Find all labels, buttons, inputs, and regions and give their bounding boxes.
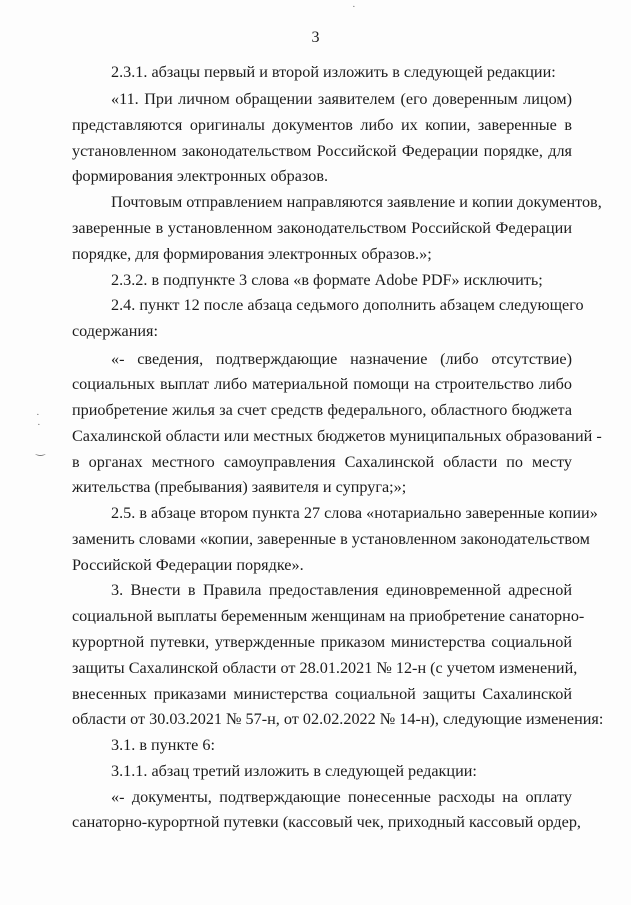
text-line: социальных выплат либо материальной помощи на строительство либо [72, 375, 572, 393]
text-line: заверенные в установленном законодательством Российской Федерации [72, 219, 572, 237]
text-line: санаторно-курортной путевки (кассовый чек, приходный кассовый ордер, [72, 813, 581, 831]
text-line: в органах местного самоуправления Сахалинской области по месту [72, 453, 572, 471]
scan-mark: ‿ [36, 444, 45, 456]
text-line: формирования электронных образов. [72, 167, 329, 185]
text-line: 3. Внести в Правила предоставления единовременной адресной [111, 581, 572, 599]
text-line: внесенных приказами министерства социальной защиты Сахалинской [72, 685, 572, 703]
text-line: 2.3.1. абзацы первый и второй изложить в следующей редакции: [111, 63, 556, 81]
text-line: приобретение жилья за счет средств федерального, областного бюджета [72, 401, 572, 419]
text-line: установленном законодательством Российской Федерации порядке, для [72, 142, 572, 160]
text-line: защиты Сахалинской области от 28.01.2021 № 12-н (с учетом изменений, [72, 659, 578, 677]
text-line: представляются оригиналы документов либо их копии, заверенные в [72, 116, 572, 134]
text-line: «- сведения, подтверждающие назначение (либо отсутствие) [111, 350, 572, 368]
text-line: «- документы, подтверждающие понесенные расходы на оплату [111, 788, 572, 806]
text-line: «11. При личном обращении заявителем (его доверенным лицом) [111, 90, 572, 108]
scan-mark: · [352, 1, 356, 13]
text-line: порядке, для формирования электронных образов.»; [72, 245, 432, 263]
text-line: Российской Федерации порядке». [72, 556, 304, 574]
text-line: 3.1.1. абзац третий изложить в следующей редакции: [111, 762, 477, 780]
scan-mark: · [36, 409, 40, 421]
text-line: 3.1. в пункте 6: [111, 736, 215, 754]
text-line: курортной путевки, утвержденные приказом министерства социальной [72, 633, 572, 651]
page-number: 3 [311, 29, 320, 46]
text-line: Сахалинской области или местных бюджетов муниципальных образований - [72, 427, 602, 445]
scan-mark: · [37, 419, 41, 431]
text-line: Почтовым отправлением направляются заявление и копии документов, [111, 193, 602, 211]
text-line: содержания: [72, 322, 158, 340]
text-line: 2.5. в абзаце втором пункта 27 слова «нотариально заверенные копии» [111, 504, 598, 522]
text-line: жительства (пребывания) заявителя и супруга;»; [72, 478, 407, 496]
text-line: 2.3.2. в подпункте 3 слова «в формате Adobe PDF» исключить; [111, 271, 543, 289]
text-line: 2.4. пункт 12 после абзаца седьмого дополнить абзацем следующего [111, 296, 584, 314]
text-line: заменить словами «копии, заверенные в установленном законодательством [72, 530, 590, 548]
text-line: области от 30.03.2021 № 57-н, от 02.02.2022 № 14-н), следующие изменения: [72, 710, 604, 728]
text-line: социальной выплаты беременным женщинам на приобретение санаторно- [72, 607, 585, 625]
